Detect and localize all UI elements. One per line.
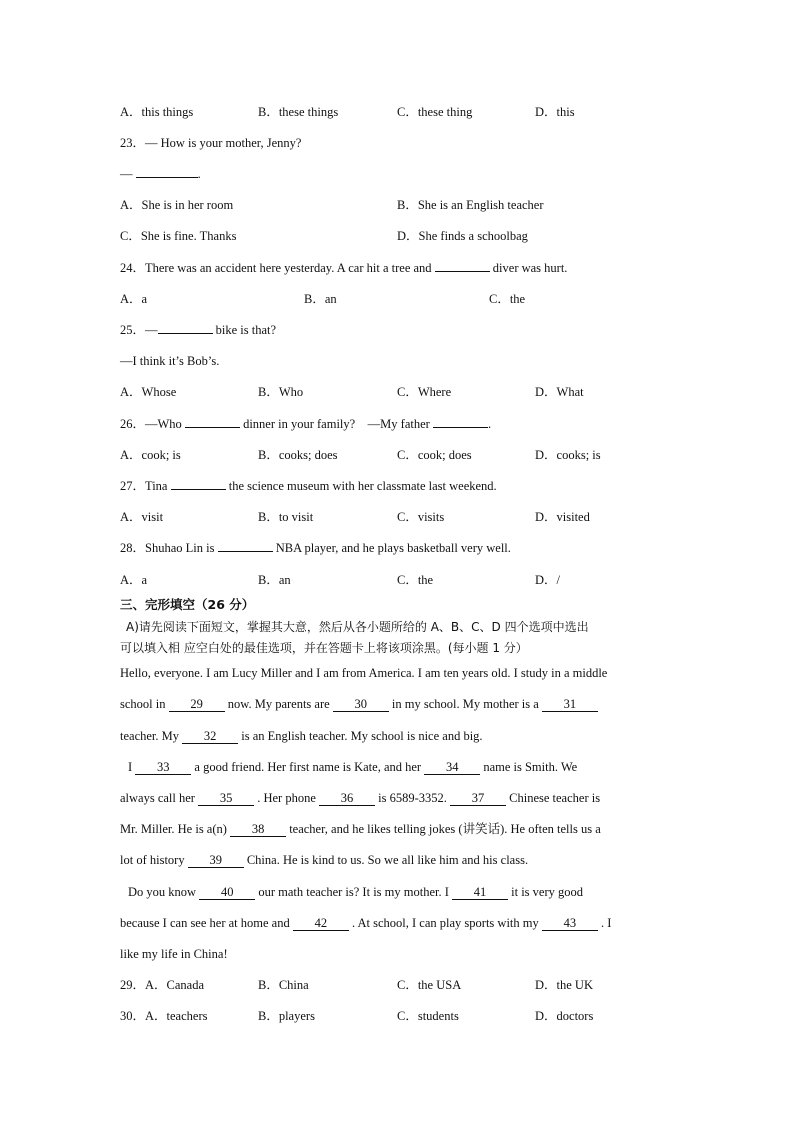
passage-text: now. My parents are [227, 697, 330, 711]
q29-option-a: 29．A．Canada [120, 978, 205, 992]
q24-stem-post: diver was hurt. [492, 261, 568, 275]
q29-option-d: D．the UK [535, 978, 593, 992]
passage-text: name is Smith. We [483, 760, 578, 774]
blank-32: 32 [182, 730, 238, 744]
passage-text: teacher. My [120, 729, 180, 743]
q27-option-d: D．visited [535, 510, 590, 524]
blank-35: 35 [198, 792, 254, 806]
passage-text: . Her phone [257, 791, 316, 805]
passage-line-8 [128, 884, 583, 900]
q26-blank-1 [185, 416, 240, 428]
passage-line-10: like my life in China! [120, 947, 228, 961]
q23-option-c: C．She is fine. Thanks [120, 229, 237, 243]
q26-stem-mid: dinner in your family? —My father [243, 417, 430, 431]
q27-option-a: A．visit [120, 510, 164, 524]
blank-31: 31 [542, 698, 598, 712]
q24-blank [435, 260, 490, 272]
blank-43: 43 [542, 917, 598, 931]
q30-option-a: 30．A．teachers [120, 1009, 208, 1023]
blank-37: 37 [450, 792, 506, 806]
passage-line-7 [120, 852, 528, 868]
q22-option-b: B．these things [258, 105, 339, 119]
q22-option-c: C．these thing [397, 105, 473, 119]
q26-blank-2 [433, 416, 488, 428]
q28-option-d: D．/ [535, 573, 561, 587]
passage-line-2 [120, 696, 598, 712]
q25-reply: —I think it’s Bob’s. [120, 354, 220, 368]
q26-stem-pre: 26．—Who [120, 417, 182, 431]
passage-line-5 [120, 790, 600, 806]
passage-text: always call her [120, 791, 195, 805]
passage-text: . At school, I can play sports with my [351, 916, 539, 930]
passage-text: our math teacher is? It is my mother. I [258, 885, 449, 899]
q30-option-b: B．players [258, 1009, 315, 1023]
passage-text: I [128, 760, 133, 774]
q27-stem-post: the science museum with her classmate last weekend. [228, 479, 497, 493]
section-3-instruction-line-2: 可以填入相 应空白处的最佳选项，并在答题卡上将该项涂黑。(每小题 1 分） [120, 641, 528, 655]
passage-line-3 [120, 728, 483, 744]
passage-line-6 [120, 821, 601, 837]
q23-blank [136, 166, 198, 178]
q25-option-c: C．Where [397, 385, 452, 399]
passage-text: it is very good [511, 885, 584, 899]
q29-option-b: B．China [258, 978, 309, 992]
q25-stem-post: bike is that? [215, 323, 277, 337]
q30-option-d: D．doctors [535, 1009, 594, 1023]
q28-stem-post: NBA player, and he plays basketball very well. [275, 541, 511, 555]
q26-option-a: A．cook; is [120, 448, 181, 462]
q28-option-a: A．a [120, 573, 148, 587]
blank-30: 30 [333, 698, 389, 712]
q23-period: . [197, 167, 201, 181]
passage-line-1: Hello, everyone. I am Lucy Miller and I am from America. I am ten years old. I study in a middle [120, 666, 608, 680]
q23-option-a: A．She is in her room [120, 198, 234, 212]
passage-text: is 6589-3352. [378, 791, 447, 805]
blank-40: 40 [199, 886, 255, 900]
q27-stem [120, 478, 497, 494]
passage-text: in my school. My mother is a [391, 697, 539, 711]
blank-33: 33 [135, 761, 191, 775]
blank-39: 39 [188, 854, 244, 868]
passage-line-9 [120, 915, 611, 931]
blank-36: 36 [319, 792, 375, 806]
q26-stem-post: . [487, 417, 492, 431]
q23-option-b: B．She is an English teacher [397, 198, 544, 212]
q27-option-c: C．visits [397, 510, 445, 524]
section-3-title: 三、完形填空（26 分） [120, 597, 255, 612]
passage-text: Do you know [128, 885, 197, 899]
q27-option-b: B．to visit [258, 510, 314, 524]
q24-option-a: A．a [120, 292, 148, 306]
section-3-instruction-line-1: A)请先阅读下面短文，掌握其大意，然后从各小题所给的 A、B、C、D 四个选项中选出 [126, 620, 589, 634]
passage-text: school in [120, 697, 166, 711]
passage-text: because I can see her at home and [120, 916, 290, 930]
q28-blank [218, 540, 273, 552]
q22-option-d: D．this [535, 105, 575, 119]
q25-blank [158, 322, 213, 334]
passage-text: . I [601, 916, 612, 930]
q29-option-c: C．the USA [397, 978, 462, 992]
q28-option-c: C．the [397, 573, 434, 587]
blank-42: 42 [293, 917, 349, 931]
q25-stem-pre: 25．— [120, 323, 158, 337]
q25-stem [120, 322, 276, 338]
q28-option-b: B．an [258, 573, 291, 587]
q24-option-b: B．an [304, 292, 337, 306]
blank-38: 38 [230, 823, 286, 837]
passage-text: lot of history [120, 853, 185, 867]
q28-stem [120, 540, 511, 556]
q26-option-d: D．cooks; is [535, 448, 601, 462]
q24-option-c: C．the [489, 292, 526, 306]
blank-41: 41 [452, 886, 508, 900]
q25-option-b: B．Who [258, 385, 304, 399]
q24-stem [120, 260, 567, 276]
q26-option-c: C．cook; does [397, 448, 472, 462]
passage-text: teacher, and he likes telling jokes (讲笑话). He often tells us a [289, 822, 601, 836]
q23-option-d: D．She finds a schoolbag [397, 229, 528, 243]
q26-stem [120, 416, 491, 432]
passage-text: China. He is kind to us. So we all like him and his class. [246, 853, 529, 867]
q28-stem-pre: 28．Shuhao Lin is [120, 541, 215, 555]
q25-option-a: A．Whose [120, 385, 177, 399]
passage-text: a good friend. Her first name is Kate, and her [194, 760, 422, 774]
passage-line-4 [128, 759, 577, 775]
q23-stem: 23．— How is your mother, Jenny? [120, 136, 302, 150]
passage-text: is an English teacher. My school is nice and big. [241, 729, 483, 743]
q24-stem-pre: 24．There was an accident here yesterday. A car hit a tree and [120, 261, 432, 275]
passage-text: Mr. Miller. He is a(n) [120, 822, 227, 836]
q27-stem-pre: 27．Tina [120, 479, 168, 493]
q25-option-d: D．What [535, 385, 584, 399]
q23-answer-line [120, 166, 201, 182]
q27-blank [171, 478, 226, 490]
blank-34: 34 [424, 761, 480, 775]
passage-text: Chinese teacher is [509, 791, 601, 805]
q23-dash: — [120, 167, 133, 181]
q22-option-a: A．this things [120, 105, 194, 119]
q26-option-b: B．cooks; does [258, 448, 338, 462]
blank-29: 29 [169, 698, 225, 712]
q30-option-c: C．students [397, 1009, 459, 1023]
